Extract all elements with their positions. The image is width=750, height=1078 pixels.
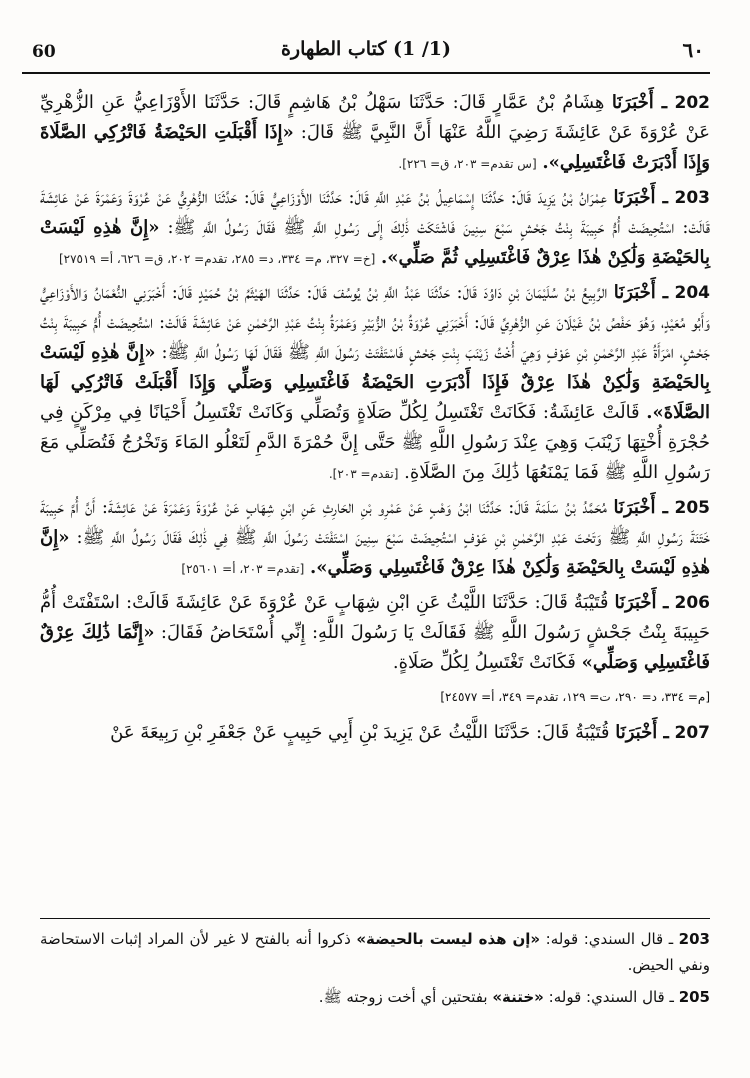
hadith-isnad: مُحَمَّدُ بْنُ سَلَمَةَ قَالَ: حَدَّثَنَا ابْنُ وَهْبٍ عَنْ عَمْرِو بْنِ الحَارِثِ عَنِ ابْنِ شِهَابٍ عَنْ عُرْوَةَ وَعَمْرَةَ عَنْ عَائِشَةَ: أَنَّ أُمَّ حَبِيبَةَ خَتَنَةَ رَسُولِ اللَّهِ ﷺ وَتَحْتَ عَبْدِ الرَّحْمٰنِ بْنِ عَوْفٍ اسْتُحِيضَتْ سَبْعَ سِنِينَ اسْتَفْتَتْ رَسُولَ اللَّهِ ﷺ فِي ذَٰلِكَ فَقَالَ رَسُولُ اللَّهِ ﷺ: — [40, 497, 710, 548]
hadith-number: 203 — [674, 188, 710, 208]
hadith-matn: «إِنَّ هٰذِهِ لَيْسَتْ بِالحَيْضَةِ وَلَٰكِنْ هٰذَا عِرْقٌ فَاغْتَسِلِي وَصَلِّي». — [40, 527, 710, 578]
footnote-text: بفتحتين أي أخت زوجته ﷺ. — [318, 988, 488, 1006]
main-text — [40, 88, 710, 752]
page-header — [22, 36, 710, 74]
footnote-203 — [40, 926, 710, 978]
hadith-207 — [40, 718, 710, 748]
footnote-text: ذكروا أنه بالفتح لا غير لأن المراد إثبات الاستحاضة ونفي الحيض. — [40, 930, 710, 974]
footnote-quote: «إن هذه ليست بالحيضة» — [356, 930, 541, 948]
hadith-number: 206 — [674, 593, 710, 613]
hadith-opening: ـ أَخْبَرَنَا — [611, 92, 668, 113]
hadith-opening: ـ أَخْبَرَنَا — [613, 497, 668, 518]
hadith-205 — [40, 493, 710, 584]
footnote-prefix: ـ قال السندي: قوله: — [545, 930, 674, 948]
hadith-continuation: قَالَتْ عَائِشَةُ: فَكَانَتْ تَغْتَسِلُ لِكُلِّ صَلَاةٍ وَتُصَلِّي وَكَانَتْ تَغْتَسِلُ أَحْيَانًا فِي مِرْكَنٍ فِي حُجْرَةِ أُخْتِهَا زَيْنَبَ وَهِيَ عِنْدَ رَسُولِ اللَّهِ ﷺ حَتَّى إِنَّ حُمْرَةَ الدَّمِ لَتَعْلُو المَاءَ وَتَخْرُجُ فَتُصَلِّي مَعَ رَسُولِ اللَّهِ ﷺ فَمَا يَمْنَعُهَا ذَٰلِكَ مِنَ الصَّلَاةِ. — [40, 402, 710, 483]
footnote-prefix: ـ قال السندي: قوله: — [548, 988, 674, 1006]
page-number-latin: 60 — [32, 42, 56, 62]
hadith-number: 202 — [674, 93, 710, 113]
hadith-opening: ـ أَخْبَرَنَا — [615, 722, 669, 743]
hadith-204 — [40, 278, 710, 489]
hadith-202 — [40, 88, 710, 179]
hadith-matn: «إِنَّ هٰذِهِ لَيْسَتْ بِالحَيْضَةِ وَلَٰكِنْ هٰذَا عِرْقٌ فَإِذَا أَدْبَرَتِ الحَيْضَةُ فَاغْتَسِلِي وَصَلِّي وَإِذَا أَقْبَلَتْ فَاتْرُكِي لَهَا الصَّلَاةَ». — [40, 342, 710, 423]
hadith-isnad: هِشَامُ بْنُ عَمَّارٍ قَالَ: حَدَّثَنَا سَهْلُ بْنُ هَاشِمٍ قَالَ: حَدَّثَنَا الأَوْزَاعِيُّ عَنِ الزُّهْرِيِّ عَنْ عُرْوَةَ عَنْ عَائِشَةَ رَضِيَ اللَّهُ عَنْهَا أَنَّ النَّبِيَّ ﷺ قَالَ: — [40, 92, 710, 143]
hadith-number: 207 — [674, 723, 710, 743]
hadith-number: 204 — [674, 283, 710, 303]
hadith-opening: ـ أَخْبَرَنَا — [614, 592, 669, 613]
footnote-quote: «ختنة» — [492, 988, 544, 1006]
hadith-203 — [40, 183, 710, 274]
hadith-number: 205 — [674, 498, 711, 518]
footnote-number: 203 — [678, 930, 710, 948]
hadith-206 — [40, 588, 710, 678]
hadith-reference: [س تقدم= ٢٠٣، ق= ٢٢٦]. — [398, 157, 537, 171]
page-number-arabic: ٦٠ — [682, 38, 704, 62]
footnote-number: 205 — [678, 988, 710, 1006]
hadith-isnad: قُتَيْبَةُ قَالَ: حَدَّثَنَا اللَّيْثُ عَنْ يَزِيدَ بْنِ أَبِي حَبِيبٍ عَنْ جَعْفَرِ بْنِ رَبِيعَةَ عَنْ — [110, 722, 610, 743]
running-title: (1/ 1) كتاب الطهارة — [280, 38, 452, 60]
footnote-205 — [40, 984, 710, 1010]
footnote-divider — [40, 918, 710, 919]
hadith-reference: [تقدم= ٢٠٣]. — [328, 467, 399, 481]
hadith-206-reference: [م= ٣٣٤، د= ٢٩٠، ت= ١٢٩، تقدم= ٣٤٩، أ= ٢٤٥٧٧] — [440, 690, 710, 704]
hadith-opening: ـ أَخْبَرَنَا — [613, 187, 668, 208]
footnotes — [40, 926, 710, 1016]
hadith-isnad: الرَّبِيعُ بْنُ سُلَيْمَانَ بْنِ دَاوُدَ قَالَ: حَدَّثَنَا عَبْدُ اللَّهِ بْنُ يُوسُفَ قَالَ: حَدَّثَنَا الهَيْثَمُ بْنُ حُمَيْدٍ قَالَ: أَخْبَرَنِي النُّعْمَانُ وَالأَوْزَاعِيُّ وَأَبُو مُعَيْدٍ، وَهُوَ حَفْصُ بْنُ غَيْلَانَ عَنِ الزُّهْرِيِّ قَالَ: أَخْبَرَنِي عُرْوَةُ بْنُ الزُّبَيْرِ وَعَمْرَةُ بِنْتُ عَبْدِ الرَّحْمٰنِ عَنْ عَائِشَةَ قَالَتْ: اسْتُحِيضَتْ أُمُّ حَبِيبَةَ بِنْتُ جَحْشٍ، امْرَأَةُ عَبْدِ الرَّحْمٰنِ بْنِ عَوْفٍ وَهِيَ أُخْتُ زَيْنَبَ بِنْتِ جَحْشٍ فَاسْتَفْتَتْ رَسُولَ اللَّهِ ﷺ فَقَالَ لَهَا رَسُولُ اللَّهِ ﷺ: — [40, 282, 710, 363]
hadith-isnad: عِمْرَانُ بْنُ يَزِيدَ قَالَ: حَدَّثَنَا إِسْمَاعِيلُ بْنُ عَبْدِ اللَّهِ قَالَ: حَدَّثَنَا الأَوْزَاعِيُّ قَالَ: حَدَّثَنَا الزُّهْرِيُّ عَنْ عُرْوَةَ وَعَمْرَةَ عَنْ عَائِشَةَ قَالَتْ: اسْتُحِيضَتْ أُمُّ حَبِيبَةَ بِنْتُ جَحْشٍ سَبْعَ سِنِينَ فَاشْتَكَتْ ذَٰلِكَ إِلَى رَسُولِ اللَّهِ ﷺ فَقَالَ رَسُولُ اللَّهِ ﷺ: — [40, 187, 710, 238]
hadith-reference: [تقدم= ٢٠٣، أ= ٢٥٦٠١] — [181, 562, 305, 576]
hadith-matn: «إِنَّ هٰذِهِ لَيْسَتْ بِالحَيْضَةِ وَلَٰكِنْ هٰذَا عِرْقٌ فَاغْتَسِلِي ثُمَّ صَلِّي». — [40, 217, 710, 268]
hadith-continuation: فَكَانَتْ تَغْتَسِلُ لِكُلِّ صَلَاةٍ. — [392, 652, 576, 673]
hadith-matn: «إِذَا أَقْبَلَتِ الحَيْضَةُ فَاتْرُكِي الصَّلَاةَ وَإِذَا أَدْبَرَتْ فَاغْتَسِلِي». — [40, 122, 710, 173]
hadith-reference: [خ= ٣٢٧، م= ٣٣٤، د= ٢٨٥، تقدم= ٢٠٢، ق= ٦٢٦، أ= ٢٧٥١٩] — [58, 252, 376, 266]
hadith-isnad: قُتَيْبَةُ قَالَ: حَدَّثَنَا اللَّيْثُ عَنِ ابْنِ شِهَابٍ عَنْ عُرْوَةَ عَنْ عَائِشَةَ قَالَتْ: اسْتَفْتَتْ أُمُّ حَبِيبَةَ بِنْتُ جَحْشٍ رَسُولَ اللَّهِ ﷺ فَقَالَتْ يَا رَسُولَ اللَّهِ: إِنِّي أُسْتَحَاضُ فَقَالَ: — [40, 592, 711, 643]
hadith-opening: ـ أَخْبَرَنَا — [613, 282, 669, 303]
hadith-matn: «إِنَّمَا ذَٰلِكَ عِرْقٌ فَاغْتَسِلِي وَصَلِّي» — [40, 622, 710, 673]
